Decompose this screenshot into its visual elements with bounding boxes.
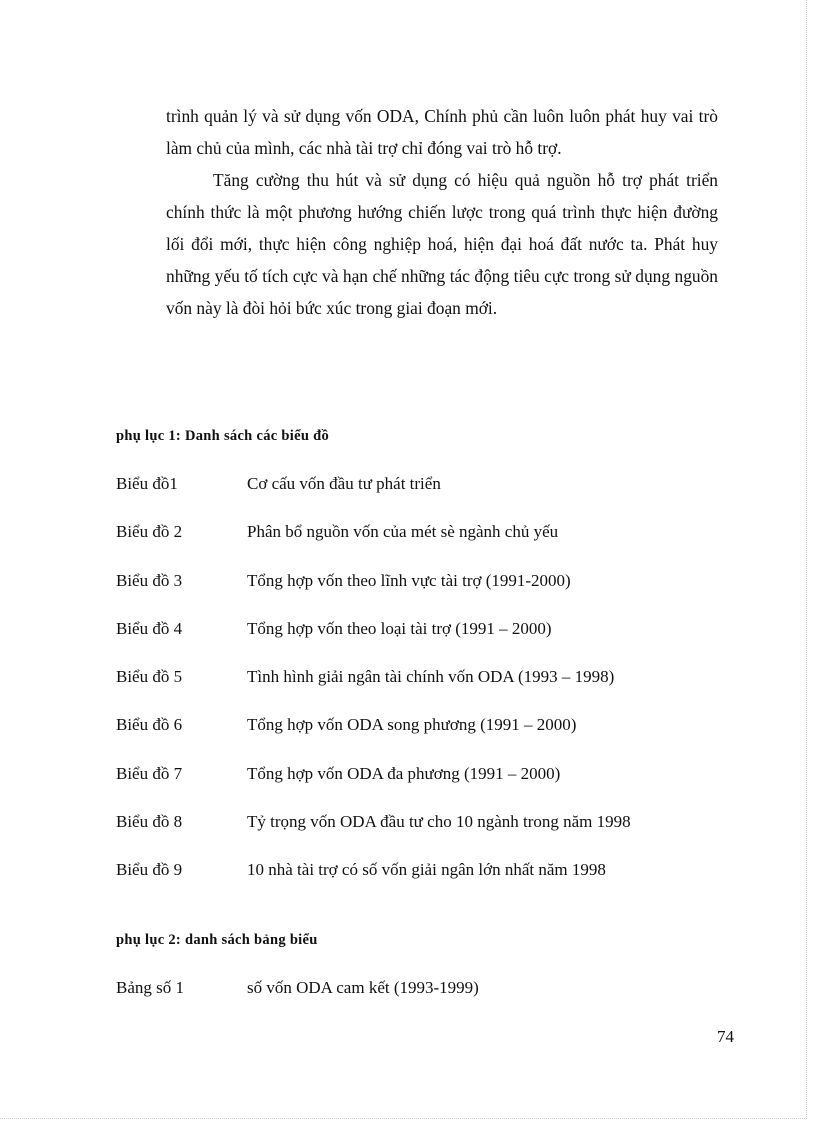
chart-label: Biểu đồ 9 — [116, 860, 183, 880]
chart-label: Biểu đồ 5 — [116, 667, 183, 687]
page-number: 74 — [717, 1027, 734, 1046]
appendix-2-heading: phụ lục 2: danh sách bảng biểu — [116, 932, 318, 948]
chart-title: Cơ cấu vốn đầu tư phát triển — [247, 474, 441, 493]
chart-title: Tỷ trọng vốn ODA đầu tư cho 10 ngành trong năm 1998 — [247, 812, 631, 832]
appendix-1-heading: phụ lục 1: Danh sách các biểu đồ — [116, 428, 330, 444]
body-paragraph: trình quản lý và sử dụng vốn ODA, Chính phủ cần luôn luôn phát huy vai trò làm chủ của mình, các nhà tài trợ chỉ đóng vai trò hỗ trợ. — [166, 106, 718, 158]
body-paragraph: Tăng cường thu hút và sử dụng có hiệu quả nguồn hỗ trợ phát triển chính thức là một phương hướng chiến lược trong quá trình thực hiện đường lối đổi mới, thực hiện công nghiệp hoá, hiện đại hoá đất nước ta. Phát huy những yếu tố tích cực và hạn chế những tác động tiêu cực trong sử dụng nguồn vốn này là đòi hỏi bức xúc trong giai đoạn mới. — [166, 170, 718, 318]
chart-label: Biểu đồ 3 — [116, 570, 183, 590]
chart-title: 10 nhà tài trợ có số vốn giải ngân lớn nhất năm 1998 — [247, 860, 606, 880]
table-label: Bảng số 1 — [116, 978, 184, 997]
chart-label: Biểu đồ 7 — [116, 763, 183, 783]
chart-label: Biểu đồ 2 — [116, 522, 183, 542]
chart-label: Biểu đồ1 — [116, 474, 178, 493]
table-title: số vốn ODA cam kết (1993-1999) — [247, 978, 479, 997]
body-text — [166, 100, 718, 324]
chart-label: Biểu đồ 6 — [116, 715, 183, 735]
chart-title: Tổng hợp vốn ODA đa phương (1991 – 2000) — [247, 763, 561, 783]
chart-label: Biểu đồ 4 — [116, 618, 183, 638]
chart-label: Biểu đồ 8 — [116, 812, 183, 832]
chart-title: Tổng hợp vốn theo lĩnh vực tài trợ (1991-2000) — [247, 570, 571, 590]
chart-title: Tình hình giải ngân tài chính vốn ODA (1993 – 1998) — [247, 667, 615, 687]
chart-title: Tổng hợp vốn ODA song phương (1991 – 2000) — [247, 715, 577, 735]
chart-title: Tổng hợp vốn theo loại tài trợ (1991 – 2000) — [247, 618, 552, 638]
chart-title: Phân bổ nguồn vốn của mét sè ngành chủ yếu — [247, 522, 559, 542]
